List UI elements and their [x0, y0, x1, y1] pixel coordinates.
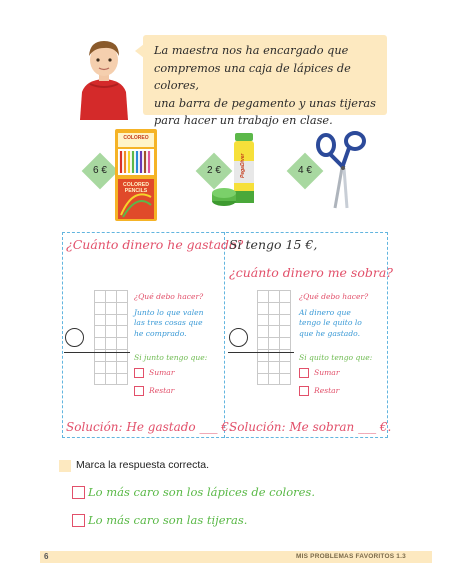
instruction-marker [59, 460, 71, 472]
right-solution: Solución: Me sobran ___ €. [229, 420, 392, 434]
page-number: 6 [44, 552, 49, 561]
right-explanation [299, 308, 362, 339]
right-explanation-line: tengo le quito lo [299, 318, 362, 328]
price-label-glue: 2 € [207, 165, 221, 176]
right-option-restar-checkbox[interactable] [299, 386, 309, 396]
left-explanation-line: las tres cosas que [134, 318, 203, 328]
left-operation-circle[interactable] [65, 328, 84, 347]
left-problem-title: ¿Cuánto dinero he gastado? [66, 237, 244, 252]
left-explanation-line: Junto lo que valen [134, 308, 204, 317]
scissors-image [315, 128, 367, 212]
right-explanation-line: Al dinero que [299, 308, 351, 317]
pencils-box-brand: COLOREO [123, 135, 149, 141]
left-calculation-grid [94, 290, 128, 385]
boy-illustration [72, 34, 136, 120]
left-option-restar-checkbox[interactable] [134, 386, 144, 396]
right-operation-circle[interactable] [229, 328, 248, 347]
answer-checkbox-scissors[interactable] [72, 514, 85, 527]
left-explanation [134, 308, 204, 339]
right-option-sumar-checkbox[interactable] [299, 368, 309, 378]
speech-line: para hacer un trabajo en clase. [154, 114, 333, 128]
left-question: ¿Qué debo hacer? [134, 292, 204, 301]
section-title: MIS PROBLEMAS FAVORITOS 1.3 [296, 553, 406, 560]
glue-brand-label: PegaDiver [240, 153, 246, 178]
left-solution: Solución: He gastado ___ €. [66, 420, 233, 434]
glue-stick-image [210, 131, 266, 215]
left-result-line [64, 352, 130, 353]
colored-pencils-box-image [113, 127, 159, 223]
right-prompt: Si quito tengo que: [299, 353, 373, 362]
right-problem-title-line2: ¿cuánto dinero me sobra? [229, 265, 393, 280]
speech-line: La maestra nos ha encargado que [154, 44, 349, 57]
right-question: ¿Qué debo hacer? [299, 292, 369, 301]
speech-text [154, 42, 382, 130]
right-calculation-grid [257, 290, 291, 385]
answer-text-scissors: Lo más caro son las tijeras. [88, 513, 248, 527]
right-option-sumar-label: Sumar [314, 368, 340, 377]
left-explanation-line: he comprado. [134, 328, 187, 338]
answer-text-pencils: Lo más caro son los lápices de colores. [88, 485, 315, 499]
answer-checkbox-pencils[interactable] [72, 486, 85, 499]
speech-line: compremos una caja de lápices de colores, [154, 61, 351, 93]
speech-line: una barra de pegamento y unas tijeras [154, 96, 376, 110]
right-explanation-line: que he gastado. [299, 328, 361, 338]
price-label-pencils: 6 € [93, 165, 107, 176]
pencils-box-label: COLORED PENCILS [123, 182, 149, 194]
problem-box-divider [224, 232, 225, 438]
right-option-restar-label: Restar [314, 386, 340, 395]
right-problem-title-line1: Si tengo 15 €, [229, 237, 318, 252]
right-result-line [228, 352, 294, 353]
left-option-sumar-checkbox[interactable] [134, 368, 144, 378]
left-prompt: Si junto tengo que: [134, 353, 208, 362]
left-option-restar-label: Restar [149, 386, 175, 395]
price-label-scissors: 4 € [298, 165, 312, 176]
instruction-text: Marca la respuesta correcta. [76, 459, 210, 471]
left-option-sumar-label: Sumar [149, 368, 175, 377]
